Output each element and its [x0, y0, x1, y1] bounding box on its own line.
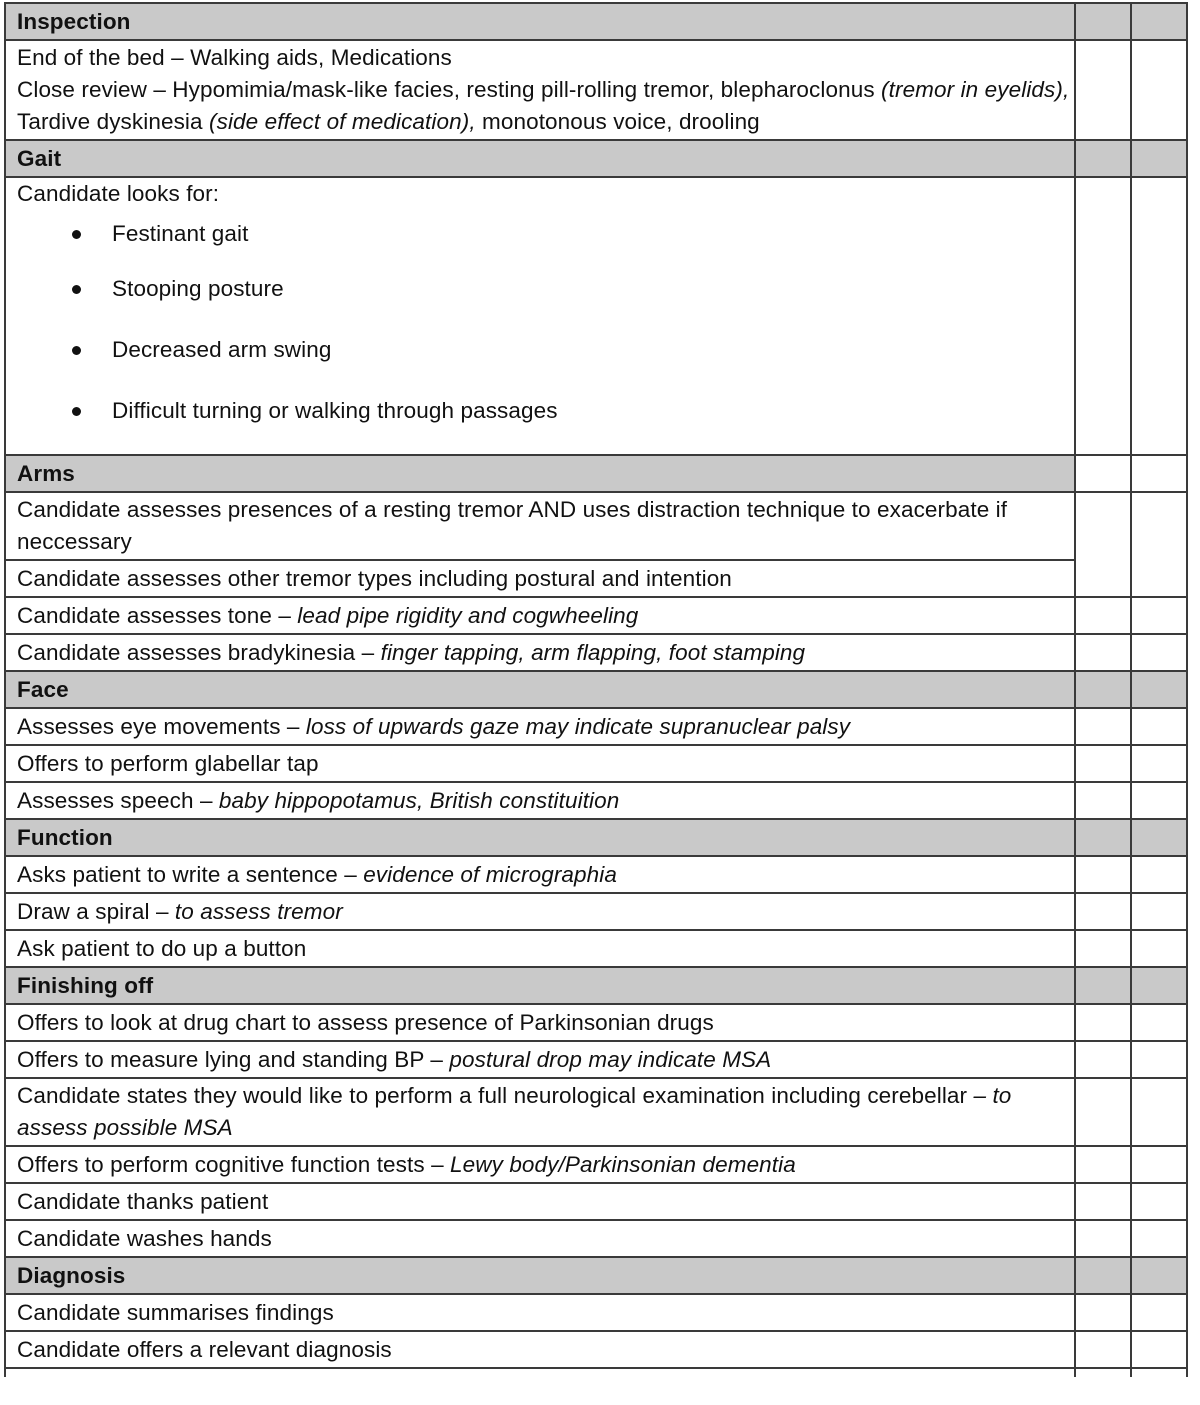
checklist-row	[5, 177, 1187, 455]
score-cell-1	[1075, 140, 1131, 177]
checkbox-cell-2[interactable]	[1131, 745, 1187, 782]
score-cell-2	[1131, 3, 1187, 40]
score-cell-1	[1075, 671, 1131, 708]
checkbox-cell-1[interactable]	[1075, 1294, 1131, 1331]
list-item	[17, 319, 1074, 380]
checklist-row	[5, 1183, 1187, 1220]
section-title: Inspection	[5, 3, 1075, 40]
score-cell-1	[1075, 1257, 1131, 1294]
checkbox-cell-1[interactable]	[1075, 492, 1131, 597]
close-review-text-2: Tardive dyskinesia	[17, 109, 209, 134]
item-text: Candidate assesses other tremor types including postural and intention	[17, 566, 732, 591]
bullet-dot-icon	[72, 407, 81, 416]
checklist-row	[5, 856, 1187, 893]
item-text: Offers to perform cognitive function tests –	[17, 1152, 451, 1177]
checklist-row	[5, 1041, 1187, 1078]
checklist-row	[5, 1146, 1187, 1183]
checklist-text	[5, 1041, 1075, 1078]
checkbox-cell-1[interactable]	[1075, 1041, 1131, 1078]
item-text: Candidate assesses bradykinesia –	[17, 640, 381, 665]
score-cell-2	[1131, 455, 1187, 492]
checklist-row	[5, 597, 1187, 634]
list-item	[17, 258, 1074, 319]
checkbox-cell-1[interactable]	[1075, 597, 1131, 634]
checklist-row	[5, 930, 1187, 967]
score-cell-1	[1075, 455, 1131, 492]
checkbox-cell-1[interactable]	[1075, 782, 1131, 819]
section-header-gait	[5, 140, 1187, 177]
item-text: Candidate washes hands	[17, 1226, 272, 1251]
item-text: Asks patient to write a sentence –	[17, 862, 364, 887]
close-review-note: (tremor in eyelids),	[881, 77, 1070, 102]
section-header-diagnosis	[5, 1257, 1187, 1294]
checkbox-cell-1[interactable]	[1075, 177, 1131, 455]
close-review-text: Close review – Hypomimia/mask-like facies, resting pill-rolling tremor, blepharoclonus	[17, 77, 882, 102]
checkbox-cell-2[interactable]	[1131, 1146, 1187, 1183]
checkbox-cell-1[interactable]	[1075, 634, 1131, 671]
checkbox-cell-2[interactable]	[1131, 177, 1187, 455]
checkbox-cell-1[interactable]	[1075, 1220, 1131, 1257]
checkbox-cell-2[interactable]	[1131, 930, 1187, 967]
item-note: postural drop may indicate MSA	[449, 1047, 772, 1072]
checkbox-cell-1[interactable]	[1075, 745, 1131, 782]
checkbox-cell-1[interactable]	[1075, 1004, 1131, 1041]
item-text: Candidate thanks patient	[17, 1189, 269, 1214]
osce-checklist-table	[4, 2, 1188, 1377]
checklist-text	[5, 492, 1075, 560]
checklist-row	[5, 893, 1187, 930]
checklist-row	[5, 634, 1187, 671]
checklist-text	[5, 560, 1075, 597]
item-text: Assesses eye movements –	[17, 714, 306, 739]
item-text: Ask patient to do up a button	[17, 936, 307, 961]
checkbox-cell-2[interactable]	[1131, 708, 1187, 745]
checklist-text	[5, 930, 1075, 967]
bullet-dot-icon	[72, 230, 81, 239]
checkbox-cell-2[interactable]	[1131, 1220, 1187, 1257]
score-cell-2	[1131, 671, 1187, 708]
item-note: baby hippopotamus, British constituition	[218, 788, 620, 813]
list-item	[17, 210, 1074, 258]
item-text: Candidate assesses tone –	[17, 603, 298, 628]
checklist-text	[5, 893, 1075, 930]
section-header-inspection	[5, 3, 1187, 40]
bullet-dot-icon	[72, 346, 81, 355]
bullet-text: Decreased arm swing	[112, 337, 332, 362]
item-note: – to assess possible MSA	[17, 1083, 1012, 1140]
checklist-text	[5, 1220, 1075, 1257]
checkbox-cell-2[interactable]	[1131, 634, 1187, 671]
end-of-bed-line: End of the bed – Walking aids, Medications	[17, 45, 452, 70]
checklist-row	[5, 40, 1187, 140]
checkbox-cell-2[interactable]	[1131, 1331, 1187, 1368]
gait-intro: Candidate looks for:	[17, 181, 220, 206]
checklist-text	[5, 597, 1075, 634]
checkbox-cell-2[interactable]	[1131, 1004, 1187, 1041]
score-cell-2	[1131, 967, 1187, 1004]
close-review-note-2: (side effect of medication),	[209, 109, 476, 134]
checkbox-cell-1[interactable]	[1075, 40, 1131, 140]
checkbox-cell-2[interactable]	[1131, 40, 1187, 140]
checkbox-cell-1[interactable]	[1075, 1146, 1131, 1183]
section-title: Arms	[5, 455, 1075, 492]
checklist-row	[5, 1078, 1187, 1146]
inspection-text	[5, 40, 1075, 140]
section-title: Diagnosis	[5, 1257, 1075, 1294]
checkbox-cell-1[interactable]	[1075, 930, 1131, 967]
close-review-line	[17, 74, 1074, 138]
item-text: Offers to look at drug chart to assess presence of Parkinsonian drugs	[17, 1010, 714, 1035]
section-title: Function	[5, 819, 1075, 856]
checklist-row	[5, 782, 1187, 819]
bullet-text: Festinant gait	[112, 221, 249, 246]
close-review-text-3: monotonous voice, drooling	[475, 109, 760, 134]
checklist-text	[5, 1146, 1075, 1183]
checklist-row	[5, 1220, 1187, 1257]
checklist-text	[5, 708, 1075, 745]
checklist-text	[5, 1004, 1075, 1041]
checkbox-cell-2[interactable]	[1131, 782, 1187, 819]
gait-bullet-list	[17, 210, 1074, 451]
checkbox-cell-2[interactable]	[1131, 893, 1187, 930]
item-text: Candidate states they would like to perform a full neurological examination including cerebellar	[17, 1083, 974, 1108]
checklist-text	[5, 782, 1075, 819]
checkbox-cell-1[interactable]	[1075, 1331, 1131, 1368]
checkbox-cell-1[interactable]	[1075, 856, 1131, 893]
section-header-face	[5, 671, 1187, 708]
checklist-text	[5, 1183, 1075, 1220]
section-header-arms	[5, 455, 1187, 492]
item-text: Offers to measure lying and standing BP –	[17, 1047, 450, 1072]
item-text: Assesses speech –	[17, 788, 219, 813]
section-title: Finishing off	[5, 967, 1075, 1004]
item-note: lead pipe rigidity and cogwheeling	[297, 603, 639, 628]
section-title: Face	[5, 671, 1075, 708]
item-note: to assess tremor	[174, 899, 343, 924]
checkbox-cell-2[interactable]	[1131, 492, 1187, 597]
checkbox-cell-1[interactable]	[1075, 893, 1131, 930]
checklist-row	[5, 1331, 1187, 1368]
item-text: Candidate summarises findings	[17, 1300, 334, 1325]
checklist-text	[5, 634, 1075, 671]
score-cell-2	[1131, 140, 1187, 177]
list-item	[17, 380, 1074, 441]
checkbox-cell-1[interactable]	[1075, 1078, 1131, 1146]
checklist-row	[5, 745, 1187, 782]
score-cell-2	[1131, 819, 1187, 856]
checklist-row	[5, 1004, 1187, 1041]
item-text: Draw a spiral –	[17, 899, 175, 924]
gait-text	[5, 177, 1075, 455]
item-text: Candidate assesses presences of a resting tremor AND uses distraction technique to exacerbate if neccessary	[17, 497, 1008, 554]
checkbox-cell-2[interactable]	[1131, 597, 1187, 634]
score-cell-1	[1075, 819, 1131, 856]
cropped-row	[5, 1368, 1187, 1377]
checkbox-cell-2[interactable]	[1131, 856, 1187, 893]
checklist-text	[5, 745, 1075, 782]
item-note: finger tapping, arm flapping, foot stamping	[380, 640, 806, 665]
checkbox-cell-1[interactable]	[1075, 708, 1131, 745]
item-note: loss of upwards gaze may indicate supranuclear palsy	[305, 714, 851, 739]
checklist-row	[5, 1294, 1187, 1331]
checklist-text	[5, 1331, 1075, 1368]
checkbox-cell-2	[1131, 1368, 1187, 1377]
item-note: evidence of micrographia	[363, 862, 617, 887]
score-cell-2	[1131, 1257, 1187, 1294]
item-text: Candidate offers a relevant diagnosis	[17, 1337, 392, 1362]
checkbox-cell-1[interactable]	[1075, 1183, 1131, 1220]
checkbox-cell-2[interactable]	[1131, 1183, 1187, 1220]
checkbox-cell-1	[1075, 1368, 1131, 1377]
checklist-text	[5, 1078, 1075, 1146]
checklist-text	[5, 856, 1075, 893]
checkbox-cell-2[interactable]	[1131, 1294, 1187, 1331]
checklist-text	[5, 1294, 1075, 1331]
item-note: Lewy body/Parkinsonian dementia	[450, 1152, 796, 1177]
bullet-text: Stooping posture	[112, 276, 284, 301]
bullet-dot-icon	[72, 285, 81, 294]
checkbox-cell-2[interactable]	[1131, 1078, 1187, 1146]
section-header-function	[5, 819, 1187, 856]
section-header-finishing-off	[5, 967, 1187, 1004]
cropped-row-text	[5, 1368, 1075, 1377]
item-text: Offers to perform glabellar tap	[17, 751, 319, 776]
bullet-text: Difficult turning or walking through passages	[112, 398, 558, 423]
checklist-row	[5, 708, 1187, 745]
checklist-row	[5, 560, 1187, 597]
score-cell-1	[1075, 967, 1131, 1004]
section-title: Gait	[5, 140, 1075, 177]
checklist-row	[5, 492, 1187, 560]
checkbox-cell-2[interactable]	[1131, 1041, 1187, 1078]
score-cell-1	[1075, 3, 1131, 40]
